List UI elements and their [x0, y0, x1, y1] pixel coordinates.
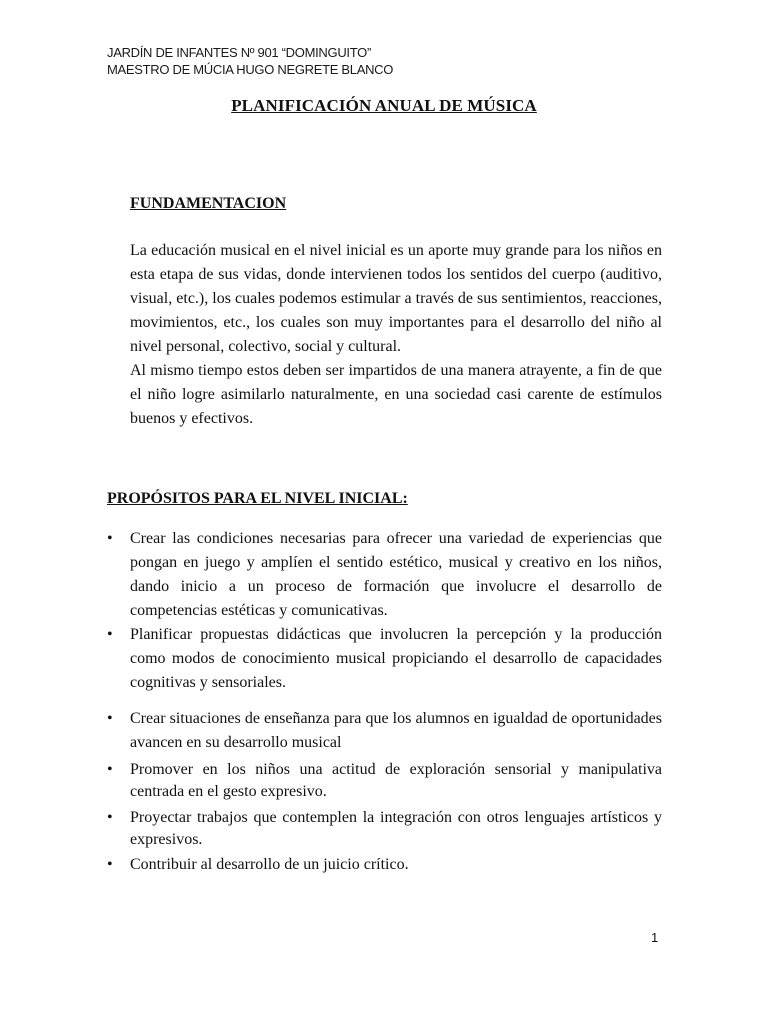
bullet-marker: •: [107, 856, 113, 873]
propositos-heading: PROPÓSITOS PARA EL NIVEL INICIAL:: [107, 490, 408, 507]
fundamentacion-body: [130, 239, 662, 431]
list-item-text: Crear situaciones de enseñanza para que los alumnos en igualdad de oportunidades avancen en su desarrollo musical: [130, 710, 662, 751]
header-teacher-line: MAESTRO DE MÚCIA HUGO NEGRETE BLANCO: [107, 62, 394, 77]
list-item-text: Contribuir al desarrollo de un juicio crítico.: [130, 856, 409, 873]
list-item-text: Crear las condiciones necesarias para ofrecer una variedad de experiencias que pongan en juego y amplíen el sentido estético, musical y creativo en los niños, dando inicio a un proceso de formación que involucre el desarrollo de competencias estéticas y comunicativas.: [130, 530, 662, 619]
fundamentacion-heading: FUNDAMENTACION: [130, 195, 287, 212]
list-item: [107, 527, 662, 623]
fundamentacion-paragraph: Al mismo tiempo estos deben ser impartidos de una manera atrayente, a fin de que el niño logre asimilarlo naturalmente, en una sociedad casi carente de estímulos buenos y efectivos.: [130, 362, 662, 427]
page-number: 1: [651, 930, 659, 945]
list-item: [107, 854, 662, 875]
list-item: [107, 759, 662, 803]
list-item: [107, 707, 662, 755]
list-item-text: Planificar propuestas didácticas que involucren la percepción y la producción como modos de conocimiento musical propiciando el desarrollo de capacidades cognitivas y sensoriales.: [130, 626, 662, 691]
bullet-marker: •: [107, 710, 113, 727]
fundamentacion-paragraph: La educación musical en el nivel inicial es un aporte muy grande para los niños en esta etapa de sus vidas, donde intervienen todos los sentidos del cuerpo (auditivo, visual, etc.), los cuales podemos estimular a través de sus sentimientos, reacciones, movimientos, etc., los cuales son muy importantes para el desarrollo del niño al nivel personal, colectivo, social y cultural.: [130, 242, 662, 355]
list-item-text: Promover en los niños una actitud de exploración sensorial y manipulativa centrada en el gesto expresivo.: [130, 761, 662, 800]
header-school-line: JARDÍN DE INFANTES Nº 901 “DOMINGUITO”: [107, 45, 371, 60]
list-item: [107, 807, 662, 851]
list-item-text: Proyectar trabajos que contemplen la integración con otros lenguajes artísticos y expresivos.: [130, 809, 662, 848]
list-item: [107, 623, 662, 695]
document-title: PLANIFICACIÓN ANUAL DE MÚSICA: [231, 96, 537, 115]
document-header: [107, 44, 393, 78]
bullet-marker: •: [107, 761, 113, 778]
bullet-marker: •: [107, 626, 113, 643]
propositos-list: [107, 527, 662, 875]
bullet-marker: •: [107, 530, 113, 547]
bullet-marker: •: [107, 809, 113, 826]
